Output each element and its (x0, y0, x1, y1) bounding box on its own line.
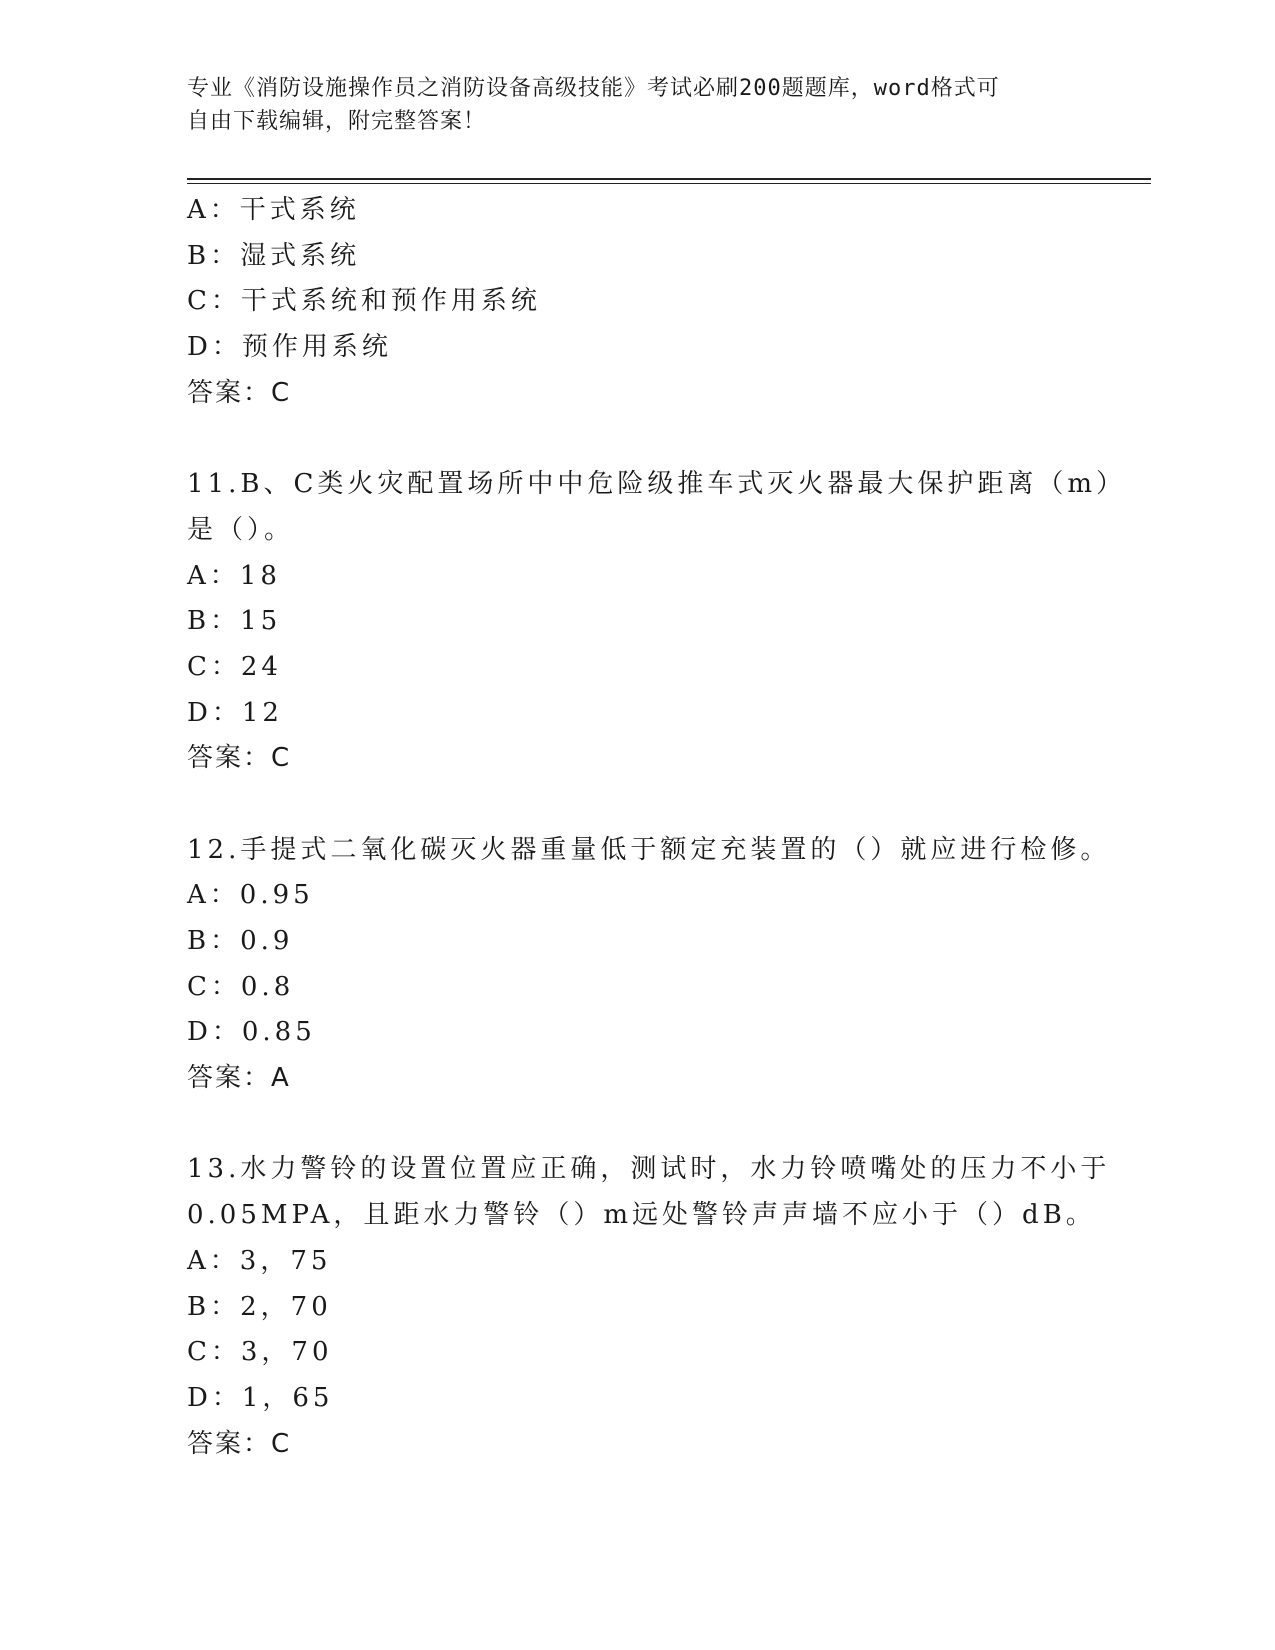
answer: 答案：C (187, 1428, 292, 1459)
option-d: D：0.85 (187, 1017, 316, 1048)
header-line-1: 专业《消防设施操作员之消防设备高级技能》考试必刷200题题库，word格式可 (187, 76, 1000, 101)
question-block-11 (187, 462, 1127, 782)
option-b: B：湿式系统 (187, 240, 361, 271)
question-text-line-1: 11.B、C类火灾配置场所中中危险级推车式灭火器最大保护距离（m） (187, 469, 1127, 500)
option-d: D：1，65 (187, 1382, 334, 1413)
option-c: C：24 (187, 651, 282, 682)
option-a: A：0.95 (187, 880, 314, 911)
question-text-line-1: 13.水力警铃的设置位置应正确，测试时，水力铃喷嘴处的压力不小于 (187, 1154, 1111, 1185)
option-d: D：12 (187, 697, 283, 728)
header-line-2: 自由下载编辑，附完整答案！ (187, 109, 487, 134)
option-c: C：干式系统和预作用系统 (187, 286, 541, 317)
option-b: B：15 (187, 606, 282, 637)
answer: 答案：C (187, 743, 292, 774)
header-rule-thin (187, 183, 1151, 184)
question-text-line-1: 12.手提式二氧化碳灭火器重量低于额定充装置的（）就应进行检修。 (187, 834, 1111, 865)
option-c: C：0.8 (187, 971, 295, 1002)
question-text-line-2: 0.05MPA，且距水力警铃（）m远处警铃声声墙不应小于（）dB。 (187, 1200, 1096, 1231)
question-list (187, 188, 1127, 1467)
option-d: D：预作用系统 (187, 332, 392, 363)
option-a: A：18 (187, 560, 281, 591)
question-text-line-2: 是（）。 (187, 514, 295, 545)
question-block-13 (187, 1147, 1111, 1467)
question-block-10 (187, 188, 1087, 416)
answer: 答案：C (187, 377, 292, 408)
option-a: A：3，75 (187, 1245, 332, 1276)
header-rule-thick (187, 178, 1151, 180)
option-c: C：3，70 (187, 1337, 333, 1368)
option-b: B：0.9 (187, 926, 294, 956)
answer: 答案：A (187, 1063, 291, 1094)
option-b: B：2，70 (187, 1291, 332, 1322)
option-a: A：干式系统 (187, 195, 360, 225)
question-block-12 (187, 828, 1111, 1102)
document-header (187, 72, 1087, 138)
